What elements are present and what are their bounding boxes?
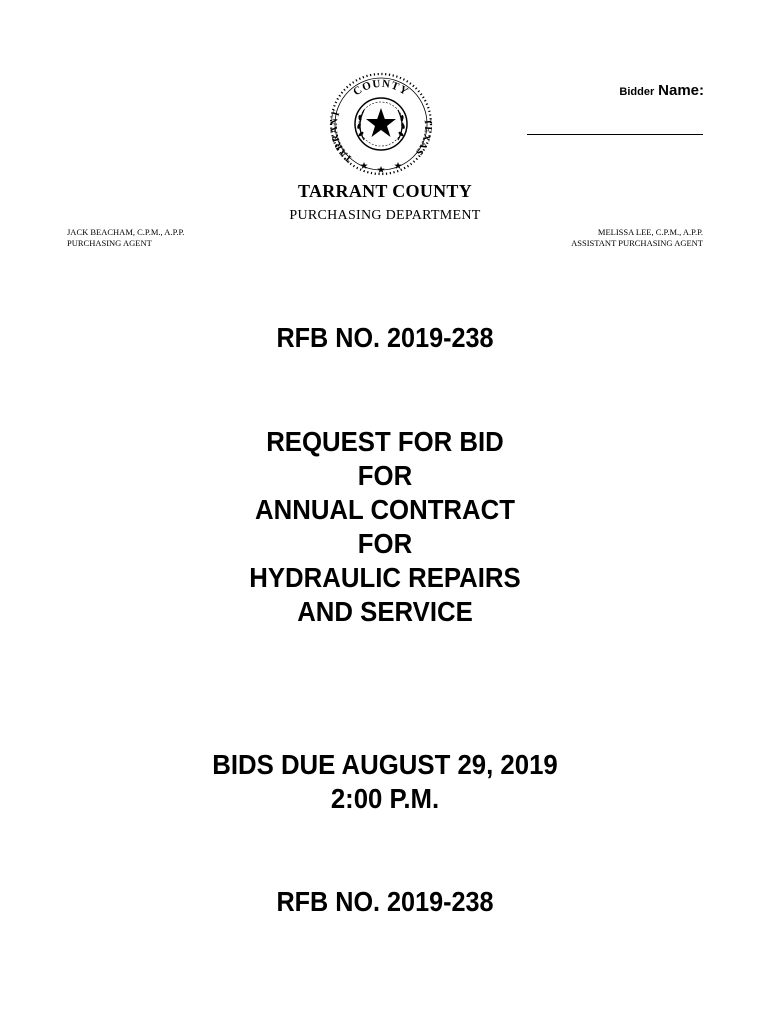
seal-left-text: TARRANT [328,108,355,165]
title-line: AND SERVICE [297,596,473,627]
bid-due-date: BIDS DUE AUGUST 29, 2019 [212,749,558,780]
bidder-label-name: Name: [658,82,704,99]
svg-text:TARRANT [329,109,355,165]
bid-due-block [0,748,770,816]
rfb-number-bottom: RFB NO. 2019-238 [276,886,494,917]
title-line: FOR [357,528,413,559]
document-title [0,425,770,629]
purchasing-agent-title: PURCHASING AGENT [67,238,152,248]
seal-top-text: COUNTY [351,77,411,99]
purchasing-agent-block [67,227,184,249]
title-line: ANNUAL CONTRACT [255,494,515,525]
assistant-agent-block [571,227,703,249]
title-line: FOR [357,460,413,491]
seal-right-text: TEXAS [412,118,434,158]
svg-text:TEXAS [413,118,433,157]
assistant-agent-title: ASSISTANT PURCHASING AGENT [571,238,703,248]
bidder-label-small: Bidder [619,86,655,98]
department-name: PURCHASING DEPARTMENT [289,208,481,223]
purchasing-agent-name: JACK BEACHAM, C.P.M., A.P.P. [67,227,185,237]
bidder-name-label [560,82,704,99]
bid-due-time: 2:00 P.M. [330,783,440,814]
bidder-name-field[interactable] [527,134,703,135]
title-line: HYDRAULIC REPAIRS [249,562,521,593]
title-line: REQUEST FOR BID [266,426,504,457]
org-name: TARRANT COUNTY [297,181,473,201]
rfb-number-top: RFB NO. 2019-238 [276,322,494,353]
assistant-agent-name: MELISSA LEE, C.P.M., A.P.P. [597,227,703,237]
county-seal [320,68,442,178]
svg-text:COUNTY [351,78,411,98]
